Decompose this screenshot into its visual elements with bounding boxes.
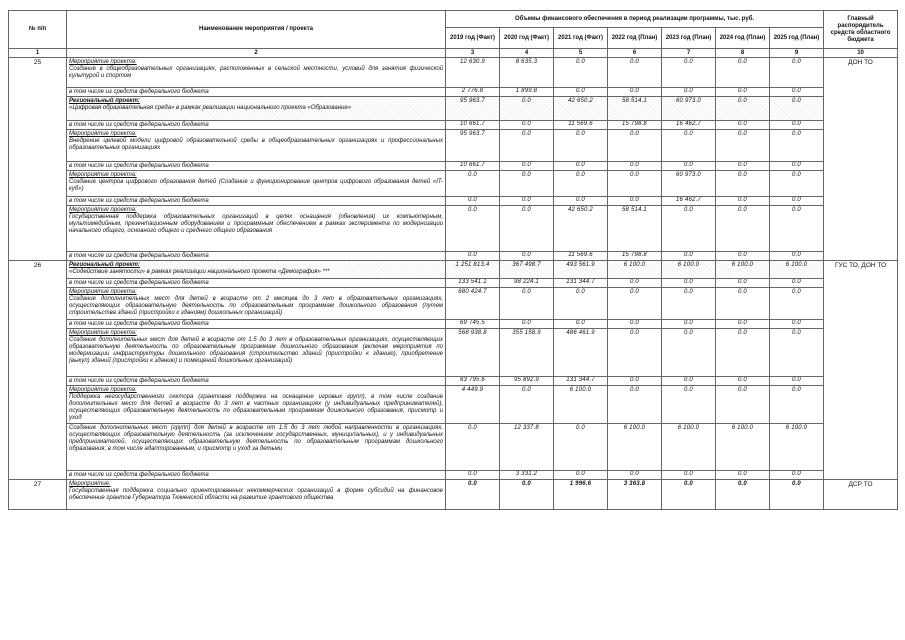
value-cell: 680 424.7 — [446, 288, 500, 320]
budget-owner: ДСР ТО — [824, 480, 898, 510]
table-row — [9, 471, 898, 480]
federal-budget-note: в том числе из средств федерального бюджета — [67, 252, 446, 261]
value-cell: 10 661.7 — [446, 121, 500, 130]
value-cell: 0.0 — [716, 58, 770, 88]
value-cell: 95 892.9 — [500, 377, 554, 386]
value-cell: 0.0 — [608, 320, 662, 329]
value-cell: 0.0 — [716, 288, 770, 320]
description-text: Государственная поддержка социально ориентированных некоммерческих организаций в форме субсидий на финансовое обеспечение грантов Губернатора Тюменской области на развитие грантового общества — [69, 488, 443, 501]
value-cell: 0.0 — [770, 288, 824, 320]
funding-table — [8, 10, 898, 510]
value-cell: 0.0 — [716, 471, 770, 480]
value-cell: 0.0 — [500, 171, 554, 197]
value-cell: 11 569.6 — [554, 121, 608, 130]
value-cell: 0.0 — [662, 480, 716, 510]
value-cell: 0.0 — [554, 424, 608, 471]
activity-description — [67, 58, 446, 88]
value-cell: 0.0 — [662, 58, 716, 88]
value-cell: 0.0 — [770, 377, 824, 386]
value-cell: 0.0 — [554, 288, 608, 320]
value-cell: 11 569.6 — [554, 252, 608, 261]
value-cell: 0.0 — [662, 252, 716, 261]
value-cell: 0.0 — [500, 386, 554, 424]
budget-owner: ДОН ТО — [824, 58, 898, 261]
value-cell: 0.0 — [608, 377, 662, 386]
value-cell: 0.0 — [716, 171, 770, 197]
value-cell: 60 973.0 — [662, 171, 716, 197]
value-cell: 0.0 — [662, 329, 716, 377]
value-cell: 0.0 — [716, 377, 770, 386]
row-number: 25 — [9, 58, 67, 261]
value-cell: 0.0 — [446, 197, 500, 206]
value-cell: 16 462.7 — [662, 197, 716, 206]
project-description — [67, 97, 446, 121]
activity-label: Мероприятие проекта: — [69, 172, 137, 178]
table-row — [9, 130, 898, 162]
value-cell: 0.0 — [770, 252, 824, 261]
activity-description — [67, 206, 446, 252]
table-row — [9, 162, 898, 171]
value-cell: 3 363.8 — [608, 480, 662, 510]
value-cell: 0.0 — [608, 130, 662, 162]
value-cell: 0.0 — [662, 130, 716, 162]
budget-owner: ГУС ТО, ДОН ТО — [824, 261, 898, 480]
value-cell: 69 745.5 — [446, 320, 500, 329]
header-year: 2025 год (План) — [770, 28, 824, 49]
value-cell: 6 100.0 — [662, 424, 716, 471]
value-cell: 0.0 — [716, 329, 770, 377]
description-text: Внедрение целевой модели цифровой образовательной среды в общеобразовательных организациях и профессиональных образовательных организациях — [69, 138, 443, 151]
value-cell: 0.0 — [500, 162, 554, 171]
value-cell: 1 996.6 — [554, 480, 608, 510]
value-cell: 0.0 — [608, 162, 662, 171]
project-label: Региональный проект: — [69, 98, 140, 104]
value-cell: 0.0 — [446, 471, 500, 480]
value-cell: 0.0 — [716, 252, 770, 261]
table-row — [9, 171, 898, 197]
value-cell: 0.0 — [608, 288, 662, 320]
value-cell: 0.0 — [554, 471, 608, 480]
value-cell: 131 344.7 — [554, 279, 608, 288]
value-cell: 0.0 — [716, 97, 770, 121]
column-number: 9 — [770, 49, 824, 58]
activity-label: Мероприятие: — [69, 481, 111, 487]
value-cell: 3 331.2 — [500, 471, 554, 480]
table-row — [9, 261, 898, 279]
table-row — [9, 377, 898, 386]
column-number: 8 — [716, 49, 770, 58]
activity-label: Мероприятие проекта: — [69, 207, 137, 213]
value-cell: 0.0 — [662, 88, 716, 97]
value-cell: 0.0 — [554, 320, 608, 329]
value-cell: 0.0 — [554, 197, 608, 206]
value-cell: 0.0 — [716, 206, 770, 252]
description-text: Создание дополнительных мест (групп) для детей в возрасте от 1.5 до 3 лет любой направленности в организациях, осуществляющих образовательную деятельность (за исключением государственных, муниципальных), и у индивидуальных предпринимателей, осуществляющих образовательную деятельность по образовательным программам дошкольного образования, в том числе адаптированным, и присмотр и уход за детьми — [69, 425, 443, 452]
value-cell: 6 100.0 — [608, 424, 662, 471]
value-cell: 63 795.6 — [446, 377, 500, 386]
value-cell: 0.0 — [770, 58, 824, 88]
value-cell: 568 938.8 — [446, 329, 500, 377]
column-number: 3 — [446, 49, 500, 58]
federal-budget-note: в том числе из средств федерального бюджета — [67, 197, 446, 206]
value-cell: 0.0 — [770, 279, 824, 288]
header-year: 2019 год (Факт) — [446, 28, 500, 49]
table-row — [9, 320, 898, 329]
value-cell: 42 650.2 — [554, 97, 608, 121]
table-row — [9, 58, 898, 88]
value-cell: 42 650.2 — [554, 206, 608, 252]
value-cell: 0.0 — [500, 206, 554, 252]
value-cell: 15 798.8 — [608, 252, 662, 261]
value-cell: 6 100.0 — [770, 261, 824, 279]
activity-description — [67, 329, 446, 377]
value-cell: 0.0 — [716, 130, 770, 162]
value-cell: 0.0 — [770, 197, 824, 206]
activity-label: Мероприятие проекта: — [69, 59, 137, 65]
column-number: 4 — [500, 49, 554, 58]
value-cell: 0.0 — [608, 386, 662, 424]
value-cell: 367 498.7 — [500, 261, 554, 279]
activity-description — [67, 288, 446, 320]
value-cell: 0.0 — [446, 480, 500, 510]
table-row — [9, 279, 898, 288]
value-cell: 58 514.1 — [608, 97, 662, 121]
value-cell: 0.0 — [446, 252, 500, 261]
value-cell: 0.0 — [608, 197, 662, 206]
value-cell: 0.0 — [770, 121, 824, 130]
row-number: 27 — [9, 480, 67, 510]
table-row — [9, 88, 898, 97]
header-owner: Главный распорядитель средств областного бюджета — [824, 11, 898, 49]
value-cell: 0.0 — [716, 279, 770, 288]
value-cell: 0.0 — [716, 121, 770, 130]
header-year: 2022 год (План) — [608, 28, 662, 49]
description-text: Создание центров цифрового образования детей (Создание и функционирование центров цифрового образования детей «IT-куб») — [69, 179, 443, 192]
activity-description — [67, 130, 446, 162]
value-cell: 1 899.8 — [500, 88, 554, 97]
value-cell: 0.0 — [608, 88, 662, 97]
value-cell: 16 462.7 — [662, 121, 716, 130]
header-year: 2023 год (План) — [662, 28, 716, 49]
column-number: 6 — [608, 49, 662, 58]
federal-budget-note: в том числе из средств федерального бюджета — [67, 121, 446, 130]
value-cell: 0.0 — [770, 130, 824, 162]
activity-label: Мероприятие проекта: — [69, 330, 137, 336]
value-cell: 4 449.9 — [446, 386, 500, 424]
value-cell: 0.0 — [716, 480, 770, 510]
value-cell: 0.0 — [608, 58, 662, 88]
value-cell: 133 541.1 — [446, 279, 500, 288]
description-text: Поддержка негосударственного сектора (грантовая поддержка на оснащение игровых групп), в том числе создание дополнительных мест для детей в возрасте до 3 лет в частных организациях (у индивидуальных предпринимателей), осуществляющих образовательную деятельность по образовательным программам дошкольного образования, присмотр и уход — [69, 394, 443, 421]
value-cell: 0.0 — [500, 252, 554, 261]
value-cell: 0.0 — [554, 130, 608, 162]
column-number: 2 — [67, 49, 446, 58]
value-cell: 6 100.0 — [716, 261, 770, 279]
value-cell: 0.0 — [608, 279, 662, 288]
value-cell: 0.0 — [716, 386, 770, 424]
value-cell: 95 963.7 — [446, 97, 500, 121]
table-row — [9, 386, 898, 424]
header-number: № п/п — [9, 11, 67, 49]
description-text: Создание дополнительных мест для детей в возрасте от 1.5 до 3 лет в образовательных организациях, осуществляющих образовательную деятельность по образовательным программам дошкольного образования (включая мероприятия по модернизации инфраструктуры дошкольного образования (строительство зданий (пристройки к зданию), приобретение (выкуп) зданий (пристройки к зданию) и помещений дошкольных организаций) — [69, 337, 443, 364]
activity-label: Мероприятие проекта: — [69, 131, 137, 137]
value-cell: 0.0 — [662, 377, 716, 386]
value-cell: 12 630.9 — [446, 58, 500, 88]
table-row — [9, 424, 898, 471]
value-cell: 15 798.8 — [608, 121, 662, 130]
column-number: 5 — [554, 49, 608, 58]
column-number: 7 — [662, 49, 716, 58]
value-cell: 0.0 — [770, 386, 824, 424]
value-cell: 0.0 — [770, 329, 824, 377]
value-cell: 58 514.1 — [608, 206, 662, 252]
value-cell: 0.0 — [500, 197, 554, 206]
value-cell: 0.0 — [662, 206, 716, 252]
table-row — [9, 97, 898, 121]
activity-description — [67, 424, 446, 471]
value-cell: 0.0 — [500, 480, 554, 510]
federal-budget-note: в том числе из средств федерального бюджета — [67, 279, 446, 288]
value-cell: 12 337.8 — [500, 424, 554, 471]
table-row — [9, 329, 898, 377]
column-number: 1 — [9, 49, 67, 58]
header-year: 2024 год (План) — [716, 28, 770, 49]
value-cell: 0.0 — [662, 279, 716, 288]
header-year: 2021 год (Факт) — [554, 28, 608, 49]
value-cell: 0.0 — [716, 197, 770, 206]
value-cell: 0.0 — [446, 424, 500, 471]
value-cell: 0.0 — [554, 171, 608, 197]
value-cell: 0.0 — [608, 329, 662, 377]
value-cell: 0.0 — [770, 480, 824, 510]
column-number: 10 — [824, 49, 898, 58]
value-cell: 0.0 — [770, 320, 824, 329]
value-cell: 6 100.0 — [554, 386, 608, 424]
value-cell: 0.0 — [716, 162, 770, 171]
activity-description — [67, 386, 446, 424]
value-cell: 0.0 — [770, 162, 824, 171]
value-cell: 486 461.9 — [554, 329, 608, 377]
value-cell: 0.0 — [500, 320, 554, 329]
row-number: 26 — [9, 261, 67, 480]
value-cell: 0.0 — [770, 97, 824, 121]
value-cell: 1 251 813.4 — [446, 261, 500, 279]
table-row — [9, 252, 898, 261]
activity-description — [67, 171, 446, 197]
value-cell: 0.0 — [662, 471, 716, 480]
federal-budget-note: в том числе из средств федерального бюджета — [67, 377, 446, 386]
table-body — [9, 58, 898, 510]
project-label: Региональный проект: — [69, 262, 140, 268]
value-cell: 60 973.0 — [662, 97, 716, 121]
value-cell: 95 963.7 — [446, 130, 500, 162]
value-cell: 0.0 — [662, 320, 716, 329]
header-name: Наименование мероприятия / проекта — [67, 11, 446, 49]
value-cell: 6 100.0 — [662, 261, 716, 279]
value-cell: 8 635.3 — [500, 58, 554, 88]
value-cell: 98 224.1 — [500, 279, 554, 288]
value-cell: 0.0 — [608, 471, 662, 480]
header-year: 2020 год (Факт) — [500, 28, 554, 49]
description-text: Государственная поддержка образовательных организаций в целях оснащения (обновления) их компьютерным, мультимедийным, презентационным оборудованием и программным обеспечением в рамках эксперимента по модернизации начального общего, основного общего и среднего общего образования — [69, 214, 443, 234]
value-cell: 0.0 — [554, 162, 608, 171]
table-row — [9, 121, 898, 130]
value-cell: 0.0 — [716, 320, 770, 329]
description-text: Создание в общеобразовательных организациях, расположенных в сельской местности, условий для занятия физической культурой и спортом — [69, 66, 443, 79]
table-row — [9, 480, 898, 510]
activity-label: Мероприятие проекта: — [69, 387, 137, 393]
value-cell: 0.0 — [554, 88, 608, 97]
project-description — [67, 261, 446, 279]
value-cell: 0.0 — [662, 386, 716, 424]
value-cell: 493 561.9 — [554, 261, 608, 279]
header-funding: Объемы финансового обеспечения в период реализации программы, тыс. руб. — [446, 11, 824, 28]
value-cell: 0.0 — [662, 162, 716, 171]
table-row — [9, 206, 898, 252]
value-cell: 2 776.8 — [446, 88, 500, 97]
description-text: Создание дополнительных мест для детей в возрасте от 2 месяцев до 3 лет в образовательных организациях, осуществляющих образовательную деятельность по образовательным программам дошкольного образования (путем строительства зданий (пристройки к зданиям) дошкольных организаций) — [69, 296, 443, 316]
value-cell: 6 100.0 — [608, 261, 662, 279]
value-cell: 0.0 — [500, 97, 554, 121]
federal-budget-note: в том числе из средств федерального бюджета — [67, 88, 446, 97]
federal-budget-note: в том числе из средств федерального бюджета — [67, 162, 446, 171]
value-cell: 0.0 — [770, 88, 824, 97]
value-cell: 0.0 — [716, 88, 770, 97]
value-cell: 0.0 — [500, 130, 554, 162]
value-cell: 0.0 — [608, 171, 662, 197]
federal-budget-note: в том числе из средств федерального бюджета — [67, 471, 446, 480]
value-cell: 0.0 — [770, 471, 824, 480]
value-cell: 10 661.7 — [446, 162, 500, 171]
value-cell: 0.0 — [554, 58, 608, 88]
activity-description — [67, 480, 446, 510]
value-cell: 131 344.7 — [554, 377, 608, 386]
value-cell: 6 100.0 — [770, 424, 824, 471]
value-cell: 0.0 — [500, 288, 554, 320]
description-text: «Цифровая образовательная среда» в рамках реализации национального проекта «Образование» — [69, 105, 352, 111]
federal-budget-note: в том числе из средств федерального бюджета — [67, 320, 446, 329]
value-cell: 0.0 — [446, 206, 500, 252]
table-row — [9, 197, 898, 206]
table-row — [9, 288, 898, 320]
value-cell: 6 100.0 — [716, 424, 770, 471]
value-cell: 0.0 — [500, 121, 554, 130]
value-cell: 0.0 — [770, 206, 824, 252]
description-text: «Содействие занятости» в рамках реализации национального проекта «Демография» *** — [69, 269, 330, 275]
activity-label: Мероприятие проекта: — [69, 289, 137, 295]
value-cell: 0.0 — [770, 171, 824, 197]
value-cell: 0.0 — [446, 171, 500, 197]
value-cell: 355 158.9 — [500, 329, 554, 377]
value-cell: 0.0 — [662, 288, 716, 320]
